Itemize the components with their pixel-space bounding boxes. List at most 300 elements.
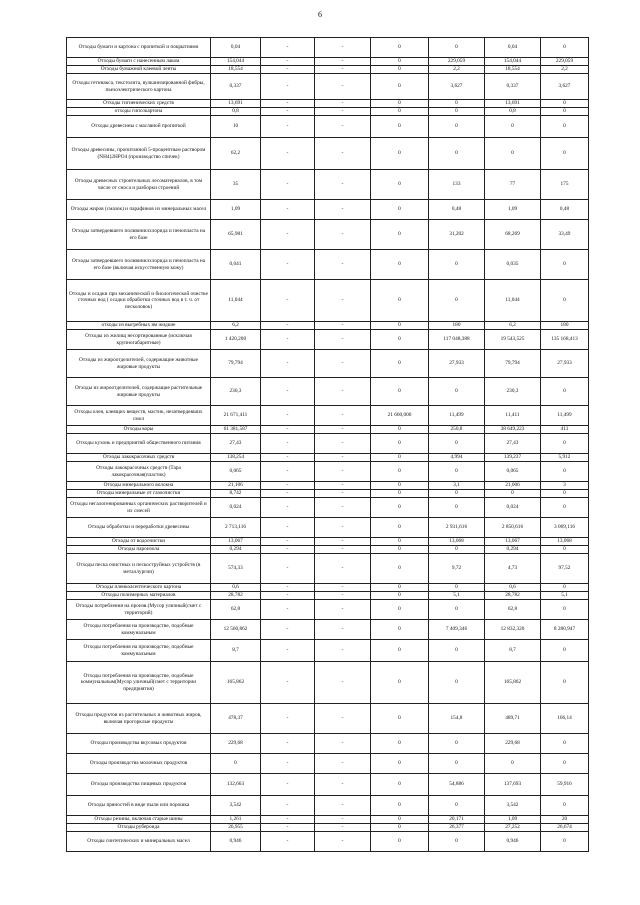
value-cell-7: 0,48: [541, 200, 589, 220]
value-cell-6: 139,237: [485, 454, 541, 462]
value-cell-5: 3,1: [429, 482, 485, 490]
value-cell-7: 0: [541, 640, 589, 662]
value-cell-3: -: [315, 734, 371, 754]
value-cell-5: 0: [429, 250, 485, 280]
value-cell-1: 132,663: [211, 774, 261, 796]
table-row: [67, 490, 589, 498]
value-cell-3: -: [315, 322, 371, 330]
waste-name-cell: Отходы гетинакса, текстолита, вулканизированной фибры, пьезоэлектрического картона: [67, 74, 211, 100]
value-cell-3: -: [315, 330, 371, 350]
table-row: [67, 538, 589, 546]
table-row: [67, 816, 589, 824]
value-cell-7: 11,499: [541, 406, 589, 426]
waste-name-cell: Отходы производства молочных продуктов: [67, 754, 211, 774]
value-cell-7: 229,059: [541, 58, 589, 66]
waste-name-cell: Отходы минерального волокна: [67, 482, 211, 490]
value-cell-7: 180: [541, 322, 589, 330]
value-cell-4: 0: [371, 220, 429, 250]
waste-name-cell: Отходы из жироотделителей, содержащие животные жировые продукты: [67, 350, 211, 378]
value-cell-5: 54,886: [429, 774, 485, 796]
value-cell-4: 0: [371, 620, 429, 640]
waste-name-cell: Отходы резины, включая старые шины: [67, 816, 211, 824]
value-cell-3: -: [315, 816, 371, 824]
value-cell-4: 0: [371, 250, 429, 280]
value-cell-5: 13,068: [429, 538, 485, 546]
value-cell-4: 0: [371, 170, 429, 200]
value-cell-2: -: [261, 58, 315, 66]
value-cell-6: 154,044: [485, 58, 541, 66]
value-cell-5: 0: [429, 490, 485, 498]
waste-table: [66, 37, 589, 852]
waste-name-cell: Отходы полимерных материалов: [67, 592, 211, 600]
value-cell-5: 5,1: [429, 592, 485, 600]
value-cell-6: 6,2: [485, 322, 541, 330]
waste-name-cell: Отходы производства пищевых продуктов: [67, 774, 211, 796]
value-cell-1: 27,43: [211, 434, 261, 454]
table-row: [67, 620, 589, 640]
value-cell-6: 21,006: [485, 482, 541, 490]
value-cell-3: -: [315, 600, 371, 620]
table-row: [67, 108, 589, 116]
value-cell-7: 5,912: [541, 454, 589, 462]
value-cell-4: 0: [371, 546, 429, 554]
value-cell-6: 77: [485, 170, 541, 200]
value-cell-3: -: [315, 754, 371, 774]
value-cell-5: 0: [429, 734, 485, 754]
table-row: [67, 462, 589, 482]
value-cell-6: 13,691: [485, 100, 541, 108]
value-cell-1: 11,044: [211, 280, 261, 322]
value-cell-5: 4,994: [429, 454, 485, 462]
value-cell-4: 0: [371, 100, 429, 108]
table-row: [67, 170, 589, 200]
waste-name-cell: Отходы синтетических и минеральных масел: [67, 832, 211, 852]
value-cell-7: 2,2: [541, 66, 589, 74]
waste-name-cell: Отходы пленкоасептического картона: [67, 584, 211, 592]
value-cell-5: 180: [429, 322, 485, 330]
value-cell-3: -: [315, 774, 371, 796]
value-cell-2: -: [261, 280, 315, 322]
value-cell-6: 79,794: [485, 350, 541, 378]
value-cell-6: 0,294: [485, 546, 541, 554]
value-cell-1: 3,542: [211, 796, 261, 816]
value-cell-3: -: [315, 462, 371, 482]
value-cell-6: 0,337: [485, 74, 541, 100]
waste-name-cell: Отходы продуктов из растительных и животных жиров, включая прогорклые продукты: [67, 704, 211, 734]
value-cell-7: 13,068: [541, 538, 589, 546]
waste-name-cell: Отходы лакокрасочных средств (Тара лакокрасочная(пластик): [67, 462, 211, 482]
value-cell-2: -: [261, 518, 315, 538]
table-row: [67, 824, 589, 832]
table-row: [67, 116, 589, 138]
value-cell-5: 0: [429, 546, 485, 554]
value-cell-1: 1,09: [211, 200, 261, 220]
value-cell-1: 0: [211, 754, 261, 774]
value-cell-2: -: [261, 498, 315, 518]
waste-name-cell: Отходы негалогенированных органических растворителей и их смесей: [67, 498, 211, 518]
table-row: [67, 74, 589, 100]
value-cell-4: 0: [371, 350, 429, 378]
value-cell-3: -: [315, 38, 371, 58]
value-cell-3: -: [315, 406, 371, 426]
value-cell-7: 0: [541, 138, 589, 170]
value-cell-7: 411: [541, 426, 589, 434]
value-cell-1: 0,6: [211, 584, 261, 592]
value-cell-5: 250,8: [429, 426, 485, 434]
value-cell-6: 0: [485, 116, 541, 138]
value-cell-2: -: [261, 816, 315, 824]
value-cell-5: 0: [429, 584, 485, 592]
value-cell-3: -: [315, 220, 371, 250]
value-cell-1: 0,294: [211, 546, 261, 554]
value-cell-3: -: [315, 200, 371, 220]
value-cell-7: 166,14: [541, 704, 589, 734]
value-cell-7: 0: [541, 116, 589, 138]
value-cell-1: 62,2: [211, 138, 261, 170]
value-cell-1: 79,794: [211, 350, 261, 378]
value-cell-4: 0: [371, 824, 429, 832]
value-cell-3: -: [315, 100, 371, 108]
table-row: [67, 100, 589, 108]
value-cell-6: 0,065: [485, 462, 541, 482]
value-cell-3: -: [315, 662, 371, 704]
value-cell-3: -: [315, 280, 371, 322]
value-cell-2: -: [261, 462, 315, 482]
value-cell-2: -: [261, 220, 315, 250]
value-cell-3: -: [315, 66, 371, 74]
table-row: [67, 734, 589, 754]
value-cell-4: 0: [371, 498, 429, 518]
value-cell-4: 0: [371, 138, 429, 170]
waste-name-cell: Отходы потребления на произв.(Мусор уличный(смет с территорий): [67, 600, 211, 620]
table-row: [67, 546, 589, 554]
value-cell-3: -: [315, 108, 371, 116]
value-cell-4: 0: [371, 734, 429, 754]
value-cell-6: 0,8: [485, 108, 541, 116]
value-cell-5: 154,8: [429, 704, 485, 734]
waste-name-cell: Отходы жиров (смазок) и парафинов из минеральных масел: [67, 200, 211, 220]
value-cell-2: -: [261, 490, 315, 498]
value-cell-4: 0: [371, 200, 429, 220]
value-cell-4: 0: [371, 584, 429, 592]
value-cell-1: 0,024: [211, 498, 261, 518]
waste-name-cell: Отходы минеральные от газоочистки: [67, 490, 211, 498]
value-cell-1: 138,254: [211, 454, 261, 462]
value-cell-5: 0: [429, 116, 485, 138]
value-cell-7: 0: [541, 796, 589, 816]
waste-name-cell: Отходы бумаги с нанесенным лаком: [67, 58, 211, 66]
value-cell-2: -: [261, 592, 315, 600]
value-cell-5: 20,171: [429, 816, 485, 824]
value-cell-6: 27,252: [485, 824, 541, 832]
value-cell-7: 0: [541, 434, 589, 454]
table-row: [67, 600, 589, 620]
value-cell-7: 0: [541, 584, 589, 592]
waste-name-cell: отходы гипсокартона: [67, 108, 211, 116]
waste-name-cell: Отходы древесины, пропитанной 5-процентным раствором (NH4)2HPO4 (производство спичек): [67, 138, 211, 170]
value-cell-2: -: [261, 584, 315, 592]
value-cell-3: -: [315, 454, 371, 462]
value-cell-2: -: [261, 138, 315, 170]
value-cell-4: 0: [371, 108, 429, 116]
value-cell-4: 0: [371, 754, 429, 774]
value-cell-2: -: [261, 662, 315, 704]
value-cell-4: 0: [371, 796, 429, 816]
value-cell-3: -: [315, 250, 371, 280]
value-cell-3: -: [315, 58, 371, 66]
table-row: [67, 406, 589, 426]
value-cell-1: 229,68: [211, 734, 261, 754]
value-cell-5: 0: [429, 662, 485, 704]
value-cell-5: 0: [429, 600, 485, 620]
value-cell-3: -: [315, 482, 371, 490]
value-cell-6: 229,68: [485, 734, 541, 754]
table-row: [67, 58, 589, 66]
value-cell-3: -: [315, 138, 371, 170]
value-cell-2: -: [261, 322, 315, 330]
value-cell-2: -: [261, 640, 315, 662]
waste-name-cell: Отходы кухонь и предприятий общественного питания: [67, 434, 211, 454]
value-cell-1: 8,742: [211, 490, 261, 498]
table-row: [67, 754, 589, 774]
value-cell-4: 0: [371, 832, 429, 852]
waste-name-cell: Отходы обработки и переработки древесины: [67, 518, 211, 538]
table-row: [67, 704, 589, 734]
value-cell-6: 0,6: [485, 584, 541, 592]
value-cell-5: 117 048,388: [429, 330, 485, 350]
table-row: [67, 138, 589, 170]
value-cell-2: -: [261, 620, 315, 640]
value-cell-7: 3: [541, 482, 589, 490]
waste-name-cell: Отходы затвердевшего поливинилхлорида и пенопласта на его базе: [67, 220, 211, 250]
value-cell-3: -: [315, 490, 371, 498]
table-row: [67, 518, 589, 538]
value-cell-3: -: [315, 592, 371, 600]
value-cell-6: 0: [485, 138, 541, 170]
value-cell-6: 12 832,320: [485, 620, 541, 640]
value-cell-4: 0: [371, 434, 429, 454]
table-row: [67, 796, 589, 816]
value-cell-1: 0,04: [211, 38, 261, 58]
value-cell-1: 165,862: [211, 662, 261, 704]
value-cell-6: 11,044: [485, 280, 541, 322]
value-cell-5: 0: [429, 138, 485, 170]
value-cell-3: -: [315, 796, 371, 816]
value-cell-2: -: [261, 538, 315, 546]
value-cell-6: 489,71: [485, 704, 541, 734]
value-cell-4: 0: [371, 322, 429, 330]
value-cell-6: 0,024: [485, 498, 541, 518]
value-cell-4: 0: [371, 74, 429, 100]
value-cell-1: 0,8: [211, 108, 261, 116]
value-cell-3: -: [315, 74, 371, 100]
table-row: [67, 774, 589, 796]
value-cell-2: -: [261, 330, 315, 350]
table-row: [67, 482, 589, 490]
value-cell-6: 0: [485, 490, 541, 498]
value-cell-4: 0: [371, 774, 429, 796]
table-row: [67, 280, 589, 322]
value-cell-1: 6,2: [211, 322, 261, 330]
value-cell-1: 18,554: [211, 66, 261, 74]
waste-name-cell: Отходы производства вкусовых продуктов: [67, 734, 211, 754]
value-cell-2: -: [261, 554, 315, 584]
value-cell-4: 0: [371, 378, 429, 406]
value-cell-4: 0: [371, 592, 429, 600]
waste-name-cell: Отходы бумаги и картона с пропиткой и покрытиями: [67, 38, 211, 58]
value-cell-2: -: [261, 600, 315, 620]
value-cell-4: 0: [371, 58, 429, 66]
value-cell-1: 230,3: [211, 378, 261, 406]
value-cell-1: 1 420,200: [211, 330, 261, 350]
value-cell-7: 0: [541, 250, 589, 280]
table-row: [67, 350, 589, 378]
value-cell-6: 0,035: [485, 250, 541, 280]
value-cell-2: -: [261, 406, 315, 426]
value-cell-1: 65,981: [211, 220, 261, 250]
value-cell-2: -: [261, 546, 315, 554]
value-cell-7: 0: [541, 600, 589, 620]
value-cell-1: 61 381,587: [211, 426, 261, 434]
value-cell-2: -: [261, 454, 315, 462]
table-row: [67, 554, 589, 584]
value-cell-1: 10: [211, 116, 261, 138]
value-cell-5: 2 931,616: [429, 518, 485, 538]
waste-name-cell: Отходы пряностей в виде пыли или порошка: [67, 796, 211, 816]
value-cell-2: -: [261, 378, 315, 406]
value-cell-5: 0: [429, 640, 485, 662]
value-cell-4: 0: [371, 462, 429, 482]
value-cell-6: 11,411: [485, 406, 541, 426]
value-cell-1: 574,33: [211, 554, 261, 584]
waste-name-cell: Отходы рубероида: [67, 824, 211, 832]
table-row: [67, 200, 589, 220]
value-cell-5: 2,2: [429, 66, 485, 74]
value-cell-7: 3,627: [541, 74, 589, 100]
value-cell-6: 8,7: [485, 640, 541, 662]
value-cell-7: 175: [541, 170, 589, 200]
value-cell-5: 0: [429, 498, 485, 518]
value-cell-4: 0: [371, 816, 429, 824]
value-cell-7: 0: [541, 662, 589, 704]
waste-name-cell: Отходы лакокрасочных средств: [67, 454, 211, 462]
waste-name-cell: Отходы потребления на производстве, подобные коммунальным(Мусор уличный(смет с территории предприятия): [67, 662, 211, 704]
value-cell-4: 0: [371, 640, 429, 662]
value-cell-1: 478,37: [211, 704, 261, 734]
waste-name-cell: Отходы клея, клеящих веществ, мастик, незатвердевших смол: [67, 406, 211, 426]
table-row: [67, 322, 589, 330]
value-cell-5: 0: [429, 796, 485, 816]
value-cell-2: -: [261, 482, 315, 490]
value-cell-5: 0: [429, 378, 485, 406]
waste-name-cell: Отходы гигиенических средств: [67, 100, 211, 108]
waste-name-cell: Отходы коры: [67, 426, 211, 434]
table-row: [67, 426, 589, 434]
waste-name-cell: Отходы из жироотделителей, содержащие растительные жировые продукты: [67, 378, 211, 406]
value-cell-2: -: [261, 704, 315, 734]
value-cell-2: -: [261, 832, 315, 852]
waste-name-cell: Отходы из жилищ несортированные (исключая крупногабаритные): [67, 330, 211, 350]
value-cell-2: -: [261, 754, 315, 774]
value-cell-1: 8,7: [211, 640, 261, 662]
value-cell-6: 18,554: [485, 66, 541, 74]
waste-name-cell: Отходы бумажной клеевой ленты: [67, 66, 211, 74]
value-cell-5: 0: [429, 100, 485, 108]
value-cell-5: 26,377: [429, 824, 485, 832]
value-cell-7: 0: [541, 108, 589, 116]
value-cell-6: 62,8: [485, 600, 541, 620]
table-row: [67, 640, 589, 662]
value-cell-1: 0,337: [211, 74, 261, 100]
value-cell-3: -: [315, 554, 371, 584]
value-cell-1: 26,955: [211, 824, 261, 832]
value-cell-2: -: [261, 426, 315, 434]
value-cell-2: -: [261, 774, 315, 796]
value-cell-7: 135 168,413: [541, 330, 589, 350]
value-cell-2: -: [261, 170, 315, 200]
table-row: [67, 330, 589, 350]
value-cell-7: 5,1: [541, 592, 589, 600]
value-cell-6: 2 850,616: [485, 518, 541, 538]
value-cell-5: 31,202: [429, 220, 485, 250]
value-cell-6: 13,067: [485, 538, 541, 546]
value-cell-7: 27,933: [541, 350, 589, 378]
value-cell-5: 229,059: [429, 58, 485, 66]
value-cell-3: -: [315, 426, 371, 434]
value-cell-4: 0: [371, 38, 429, 58]
value-cell-1: 1,261: [211, 816, 261, 824]
value-cell-7: 0: [541, 734, 589, 754]
value-cell-5: 7 409,346: [429, 620, 485, 640]
waste-name-cell: Отходы песка очистных и пескоструйных устройств (в металлургии): [67, 554, 211, 584]
value-cell-1: 12 560,862: [211, 620, 261, 640]
value-cell-5: 0: [429, 38, 485, 58]
value-cell-7: 0: [541, 462, 589, 482]
value-cell-6: 1,09: [485, 200, 541, 220]
value-cell-4: 0: [371, 66, 429, 74]
value-cell-3: -: [315, 350, 371, 378]
value-cell-4: 0: [371, 116, 429, 138]
value-cell-7: 0: [541, 280, 589, 322]
value-cell-7: 20: [541, 816, 589, 824]
value-cell-6: 3,542: [485, 796, 541, 816]
value-cell-3: -: [315, 498, 371, 518]
value-cell-1: 13,067: [211, 538, 261, 546]
value-cell-4: 0: [371, 600, 429, 620]
value-cell-1: 13,691: [211, 100, 261, 108]
value-cell-4: 21 660,000: [371, 406, 429, 426]
value-cell-2: -: [261, 66, 315, 74]
value-cell-2: -: [261, 434, 315, 454]
value-cell-5: 0: [429, 108, 485, 116]
value-cell-5: 0,48: [429, 200, 485, 220]
value-cell-4: 0: [371, 490, 429, 498]
value-cell-2: -: [261, 250, 315, 280]
value-cell-3: -: [315, 824, 371, 832]
value-cell-5: 0: [429, 754, 485, 774]
value-cell-7: 26,674: [541, 824, 589, 832]
value-cell-7: 59,916: [541, 774, 589, 796]
value-cell-1: 21,106: [211, 482, 261, 490]
value-cell-6: 1,09: [485, 816, 541, 824]
waste-name-cell: Отходы потребления на производстве, подобные коммунальным: [67, 620, 211, 640]
table-row: [67, 434, 589, 454]
value-cell-3: -: [315, 434, 371, 454]
value-cell-1: 35: [211, 170, 261, 200]
waste-table-body: [67, 38, 589, 852]
value-cell-1: 154,044: [211, 58, 261, 66]
value-cell-2: -: [261, 796, 315, 816]
